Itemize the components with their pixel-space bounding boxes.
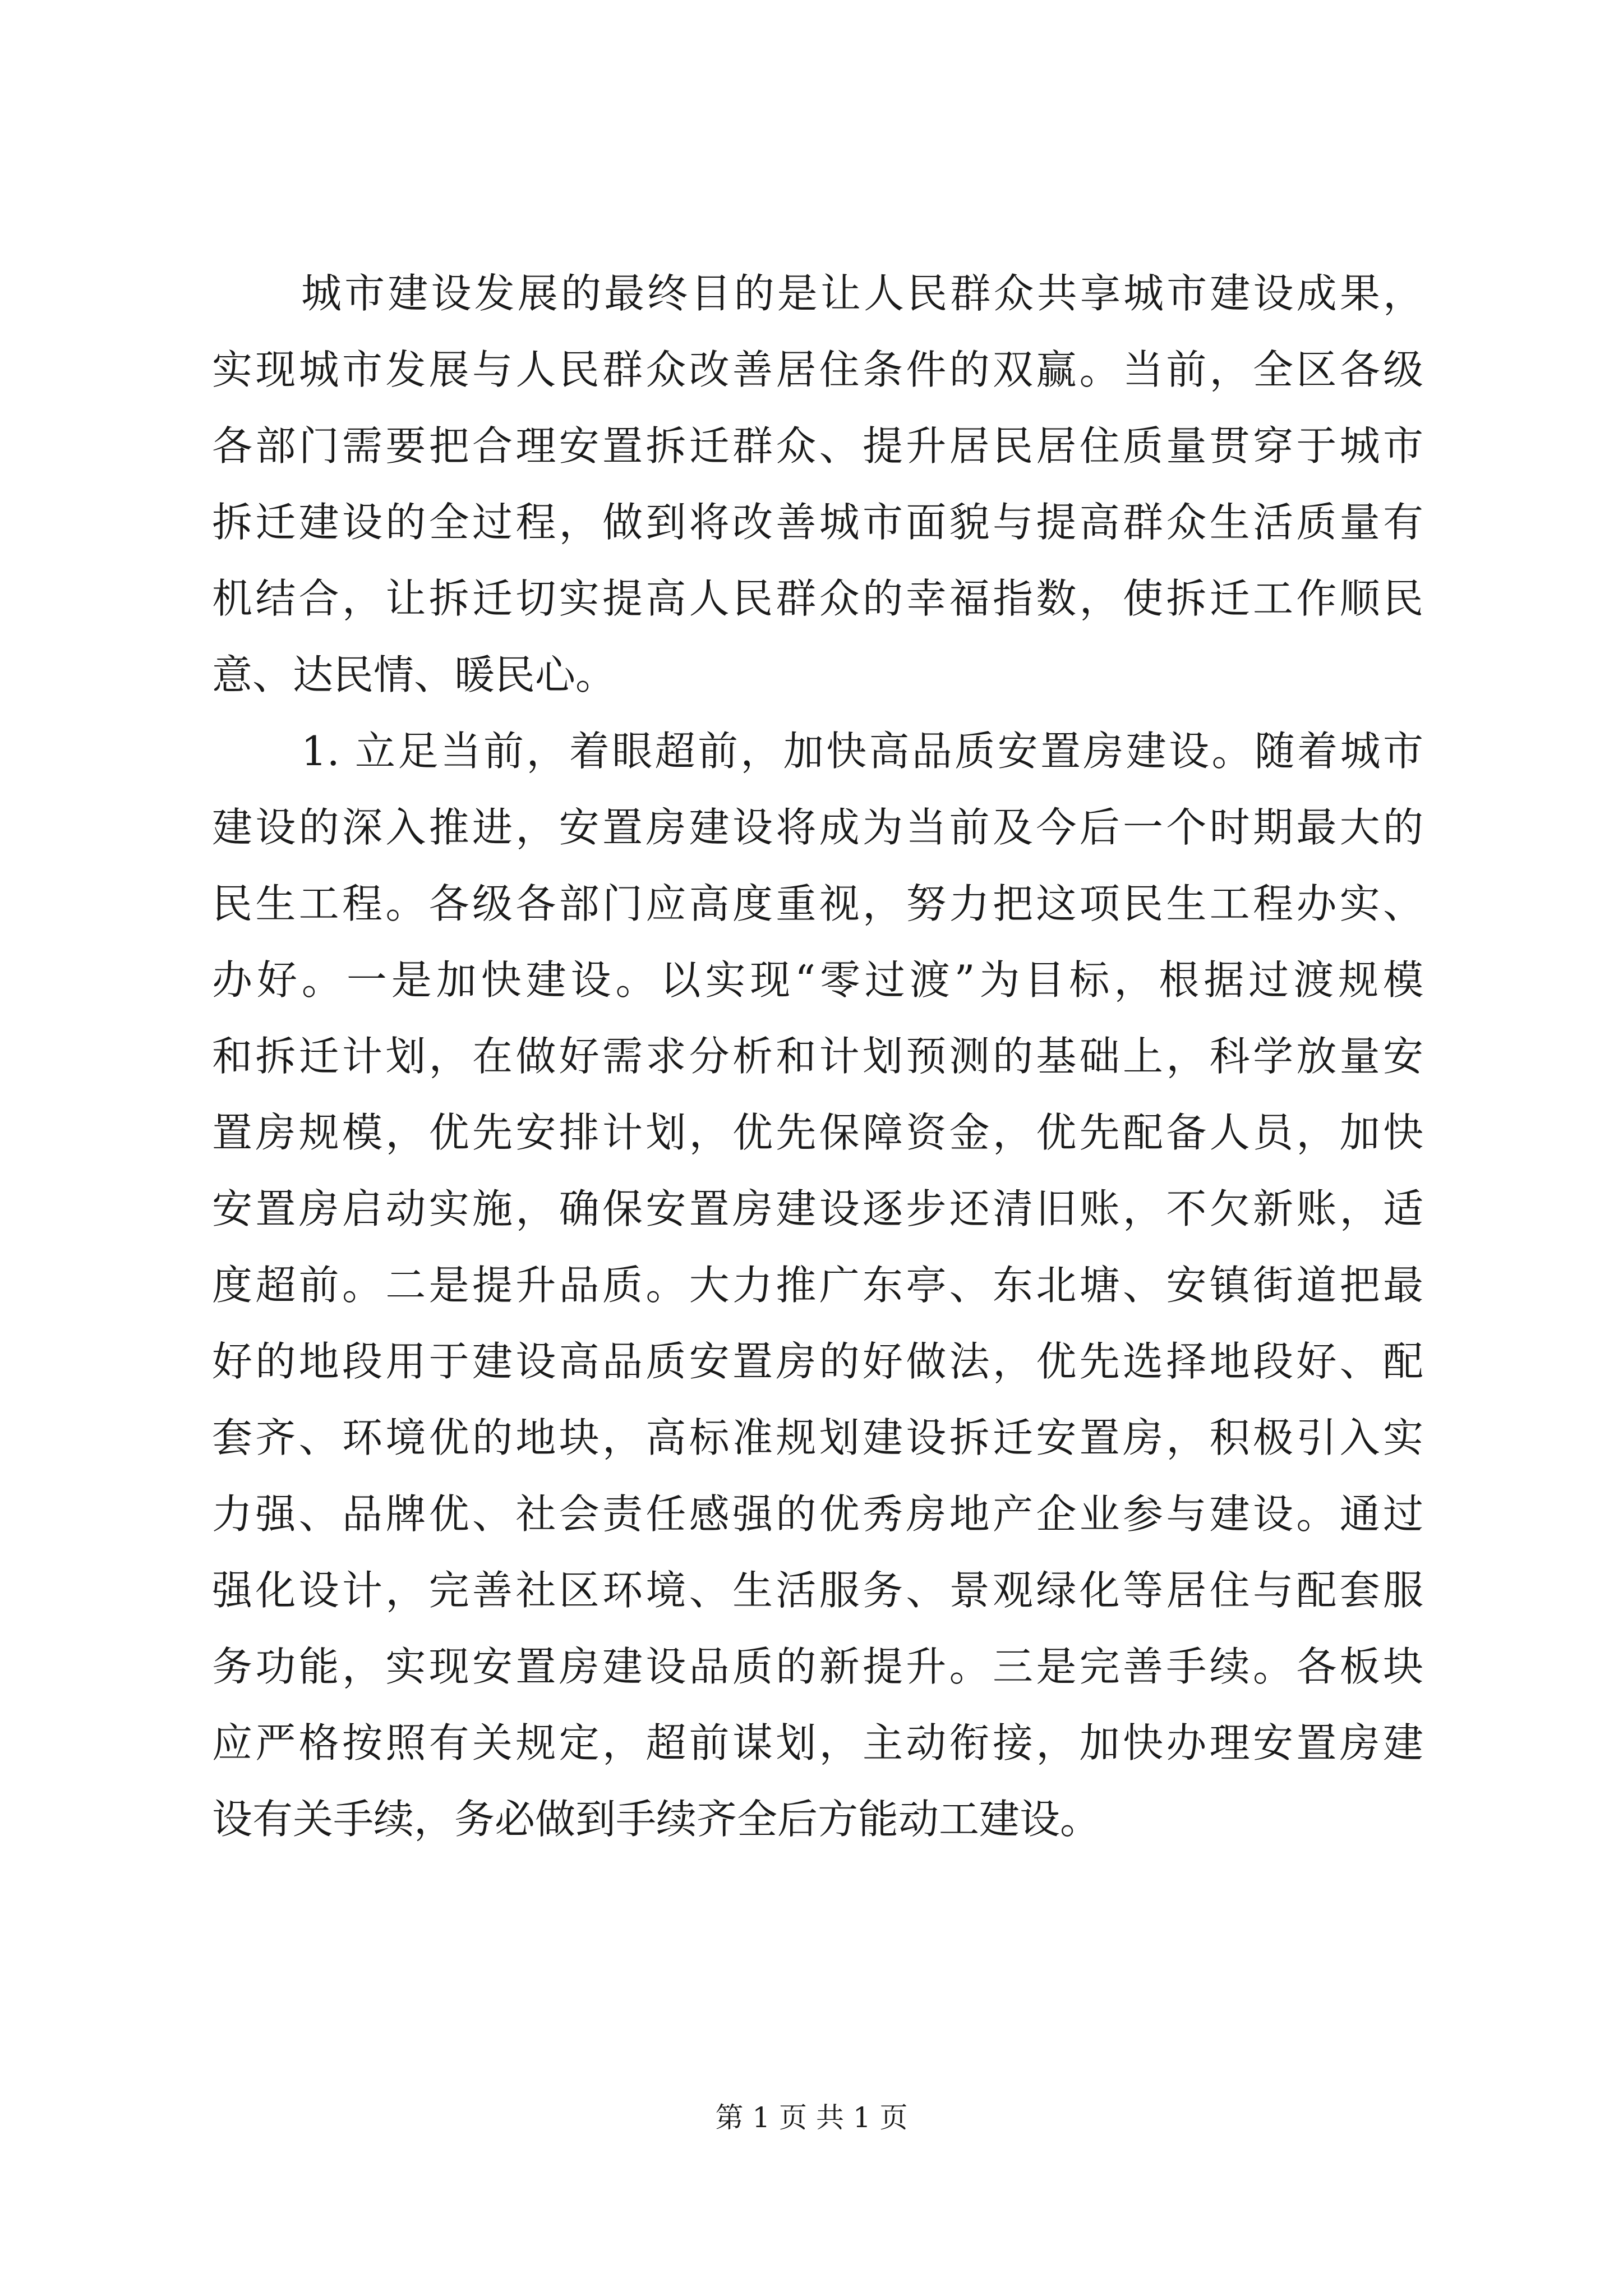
text-line: 和拆迁计划，在做好需求分析和计划预测的基础上，科学放量安: [212, 1033, 1423, 1080]
text-line: 机结合，让拆迁切实提高人民群众的幸福指数，使拆迁工作顺民: [212, 575, 1423, 622]
text-line: 建设的深入推进，安置房建设将成为当前及今后一个时期最大的: [212, 804, 1423, 851]
page-number-label: 第 1 页 共 1 页: [715, 2101, 908, 2134]
text-line: 套齐、环境优的地块，高标准规划建设拆迁安置房，积极引入实: [212, 1414, 1423, 1461]
text-line: 民生工程。各级各部门应高度重视，努力把这项民生工程办实、: [212, 880, 1423, 927]
text-line: 务功能，实现安置房建设品质的新提升。三是完善手续。各板块: [212, 1643, 1423, 1690]
text-line: 实现城市发展与人民群众改善居住条件的双赢。当前，全区各级: [212, 346, 1423, 393]
text-line: 度超前。二是提升品质。大力推广东亭、东北塘、安镇街道把最: [212, 1262, 1423, 1309]
text-line: 1. 立足当前，着眼超前，加快高品质安置房建设。随着城市: [301, 728, 1423, 775]
text-line: 安置房启动实施，确保安置房建设逐步还清旧账，不欠新账，适: [212, 1185, 1423, 1232]
paragraph: [212, 255, 1423, 713]
text-line: 置房规模，优先安排计划，优先保障资金，优先配备人员，加快: [212, 1109, 1423, 1156]
text-line: 各部门需要把合理安置拆迁群众、提升居民居住质量贯穿于城市: [212, 422, 1423, 470]
text-line: 力强、品牌优、社会责任感强的优秀房地产企业参与建设。通过: [212, 1490, 1423, 1538]
text-line: 城市建设发展的最终目的是让人民群众共享城市建设成果，: [301, 270, 1423, 317]
document-body: [212, 255, 1423, 1857]
text-line: 强化设计，完善社区环境、生活服务、景观绿化等居住与配套服: [212, 1567, 1423, 1614]
text-line: 应严格按照有关规定，超前谋划，主动衔接，加快办理安置房建: [212, 1719, 1423, 1766]
text-line: 意、达民情、暖民心。: [212, 651, 616, 698]
paragraph: [212, 713, 1423, 1857]
page-footer: [0, 2098, 1623, 2137]
text-line: 好的地段用于建设高品质安置房的好做法，优先选择地段好、配: [212, 1338, 1423, 1385]
text-line: 设有关手续，务必做到手续齐全后方能动工建设。: [212, 1796, 1101, 1843]
text-line: 拆迁建设的全过程，做到将改善城市面貌与提高群众生活质量有: [212, 499, 1423, 546]
text-line: 办好。一是加快建设。以实现“零过渡”为目标，根据过渡规模: [212, 956, 1423, 1004]
